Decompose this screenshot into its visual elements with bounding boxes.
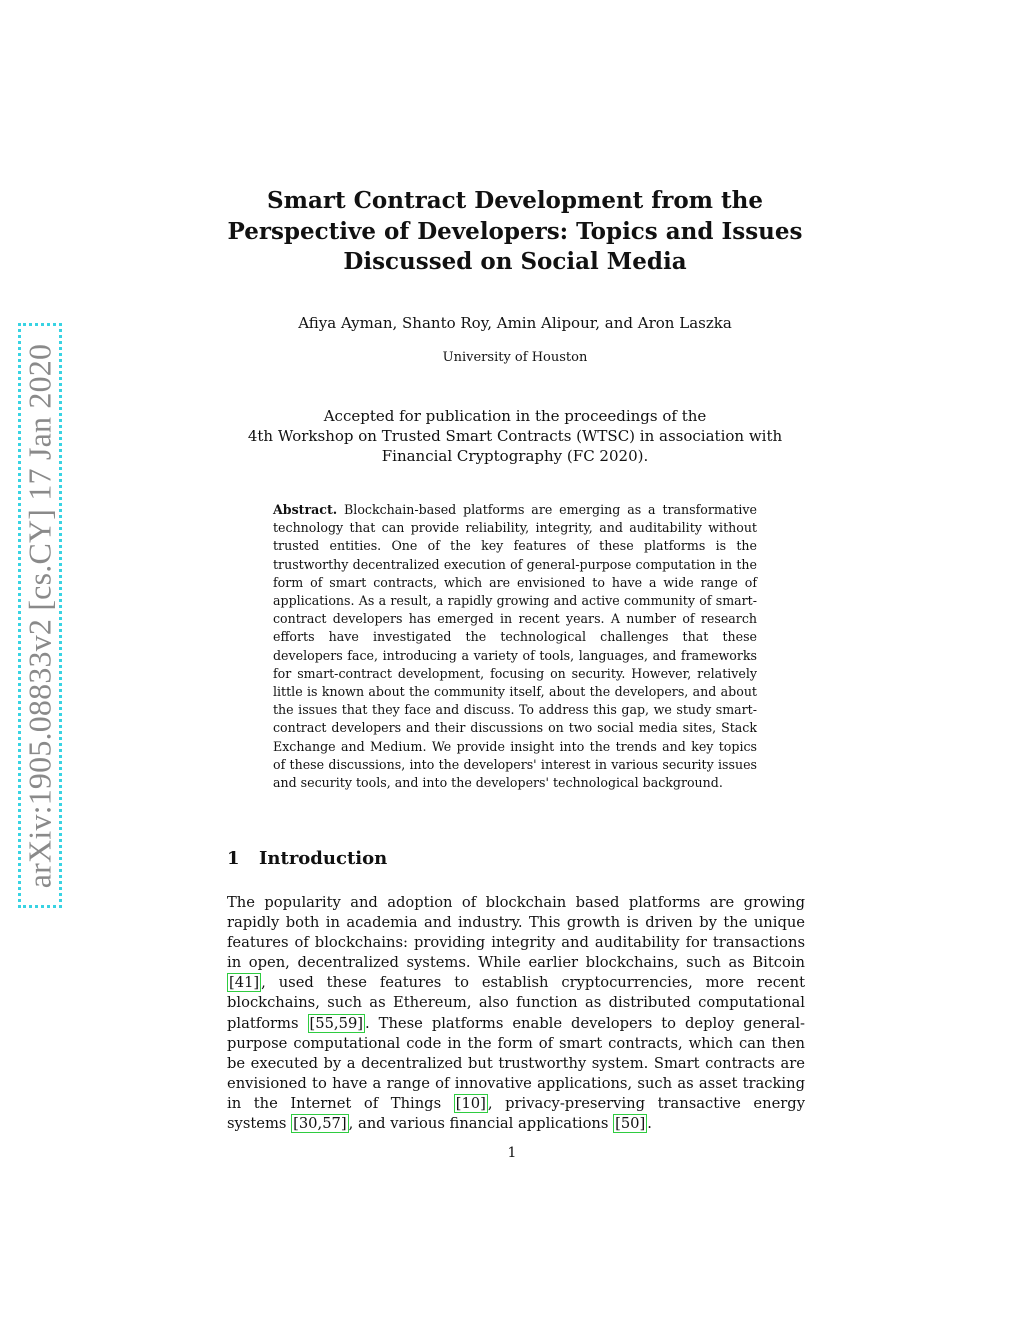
paper-title: Smart Contract Development from the Perspective of Developers: Topics and Issues Discussed on Social Media [227, 187, 803, 275]
publication-note-line: Accepted for publication in the proceedings of the [323, 407, 707, 425]
affiliation: University of Houston [442, 350, 588, 365]
intro-text: . [647, 1115, 652, 1133]
intro-text: . These platforms enable developers to deploy general-purpose computational code in the form of smart contracts, which can then be executed by a decentralized but trustworthy system. Smart contracts are envisioned to have a range of innovative applications, such as asset tracking in the Internet of Things [227, 1014, 805, 1112]
intro-text: , and various financial applications [348, 1115, 614, 1133]
intro-text: , privacy-preserving transactive energy systems [227, 1094, 805, 1133]
section-number: 1 [227, 848, 240, 869]
citation-link[interactable]: [55,59] [309, 1014, 364, 1032]
citation-link[interactable]: [10] [455, 1094, 486, 1112]
citation-link[interactable]: [30,57] [293, 1115, 347, 1133]
abstract-text: Blockchain-based platforms are emerging as a transformative technology that can provide reliability, integrity, and auditability without trusted entities. One of the key features of these platforms is the trustworthy decentralized execution of general-purpose computation in the form of smart contracts, which are envisioned to have a wide range of applications. As a result, a rapidly growing and active community of smart-contract developers has emerged in recent years. A number of research efforts have investigated the technological challenges that these developers face, introducing a variety of tools, languages, and frameworks for smart-contract development, focusing on security. However, relatively little is known about the community itself, about the developers, and about the issues that they face and discuss. To address this gap, we study smart-contract developers and their discussions on two social media sites, Stack Exchange and Medium. We provide insight into the trends and key topics of these discussions, into the developers' interest in various security issues and security tools, and into the developers' technological background. [273, 502, 757, 791]
abstract-label: Abstract. [273, 502, 338, 517]
intro-text: The popularity and adoption of blockchain based platforms are growing rapidly both in academia and industry. This growth is driven by the unique features of blockchains: providing integrity and auditability for transactions in open, decentralized systems. While earlier blockchains, such as Bitcoin [227, 894, 805, 972]
publication-note-line: 4th Workshop on Trusted Smart Contracts (WTSC) in association with [247, 427, 783, 445]
arxiv-stamp [18, 323, 62, 908]
intro-paragraph [227, 893, 805, 1134]
citation-link[interactable]: [41] [229, 974, 260, 992]
section-title: Introduction [259, 848, 388, 869]
abstract [273, 501, 757, 792]
page-number: 1 [507, 1145, 517, 1161]
author-list: Afiya Ayman, Shanto Roy, Amin Alipour, and Aron Laszka [298, 314, 732, 332]
publication-note [200, 406, 830, 466]
section-heading [227, 848, 387, 869]
intro-text: , used these features to establish cryptocurrencies, more recent blockchains, such as Ethereum, also function as distributed computational platforms [227, 974, 805, 1032]
citation-link[interactable]: [50] [615, 1115, 646, 1133]
arxiv-id: arXiv:1905.08833v2 [cs.CY] 17 Jan 2020 [21, 343, 58, 888]
publication-note-line: Financial Cryptography (FC 2020). [381, 447, 649, 465]
